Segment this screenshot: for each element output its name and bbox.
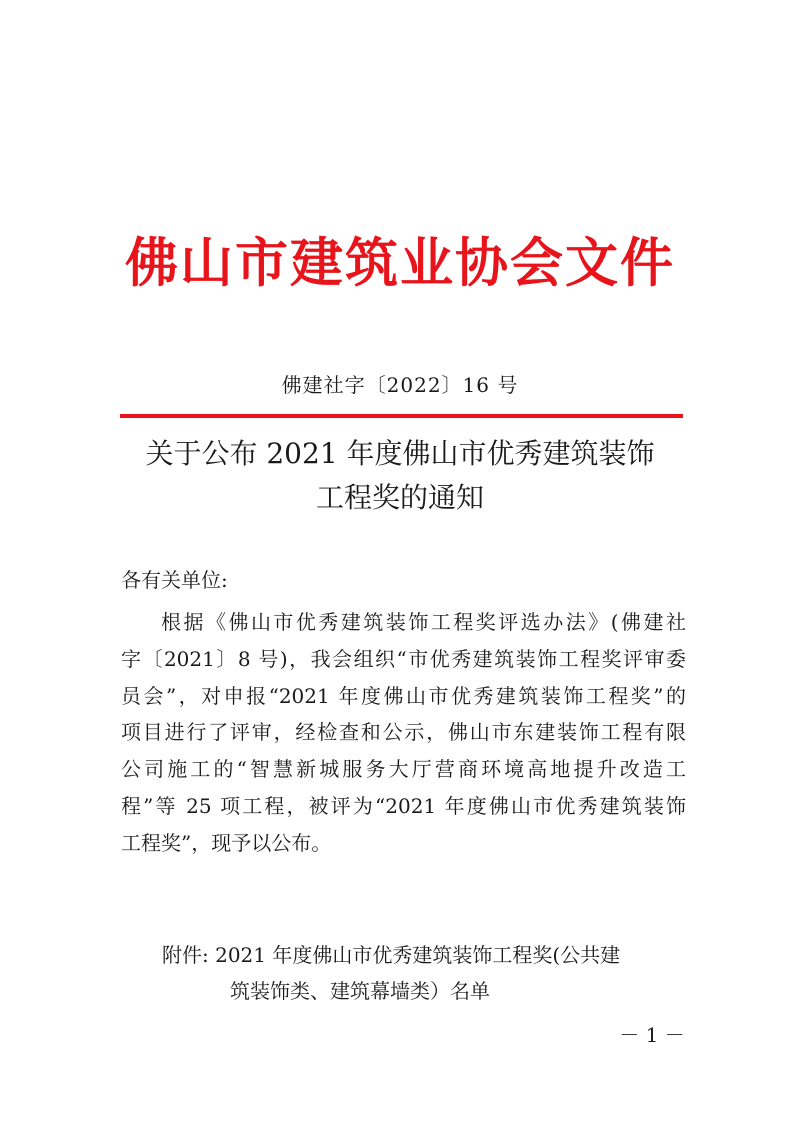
body-line-2: 字〔2021〕8 号)，我会组织“市优秀建筑装饰工程奖评审委: [121, 646, 686, 671]
document-number: 佛建社字〔2022〕16 号: [281, 373, 519, 397]
body-line-1: 根据《佛山市优秀建筑装饰工程奖评选办法》(佛建社: [161, 610, 686, 634]
body-line-5: 公司施工的“智慧新城服务大厅营商环境高地提升改造工: [121, 757, 686, 782]
body-paragraph: [121, 604, 686, 862]
attachment-line-1: 附件: 2021 年度佛山市优秀建筑装饰工程奖(公共建: [162, 943, 621, 967]
body-line-6: 程”等 25 项工程，被评为“2021 年度佛山市优秀建筑装饰: [121, 793, 686, 818]
red-divider-rule: [120, 414, 683, 418]
salutation: 各有关单位:: [121, 568, 228, 592]
attachment-note: [162, 937, 620, 1009]
page-number: － 1 －: [619, 1023, 685, 1047]
notice-title: [0, 432, 800, 520]
notice-title-line-2: 工程奖的通知: [315, 481, 484, 514]
notice-title-line-1: 关于公布 2021 年度佛山市优秀建筑装饰: [145, 437, 655, 470]
body-line-4: 项目进行了评审，经检查和公示，佛山市东建装饰工程有限: [121, 720, 686, 745]
attachment-line-2: 筑装饰类、建筑幕墙类）名单: [230, 979, 490, 1003]
body-line-7: 工程奖”，现予以公布。: [121, 830, 332, 855]
body-line-3: 员会”，对申报“2021 年度佛山市优秀建筑装饰工程奖”的: [121, 683, 686, 708]
issuer-title: 佛山市建筑业协会文件: [125, 232, 675, 294]
